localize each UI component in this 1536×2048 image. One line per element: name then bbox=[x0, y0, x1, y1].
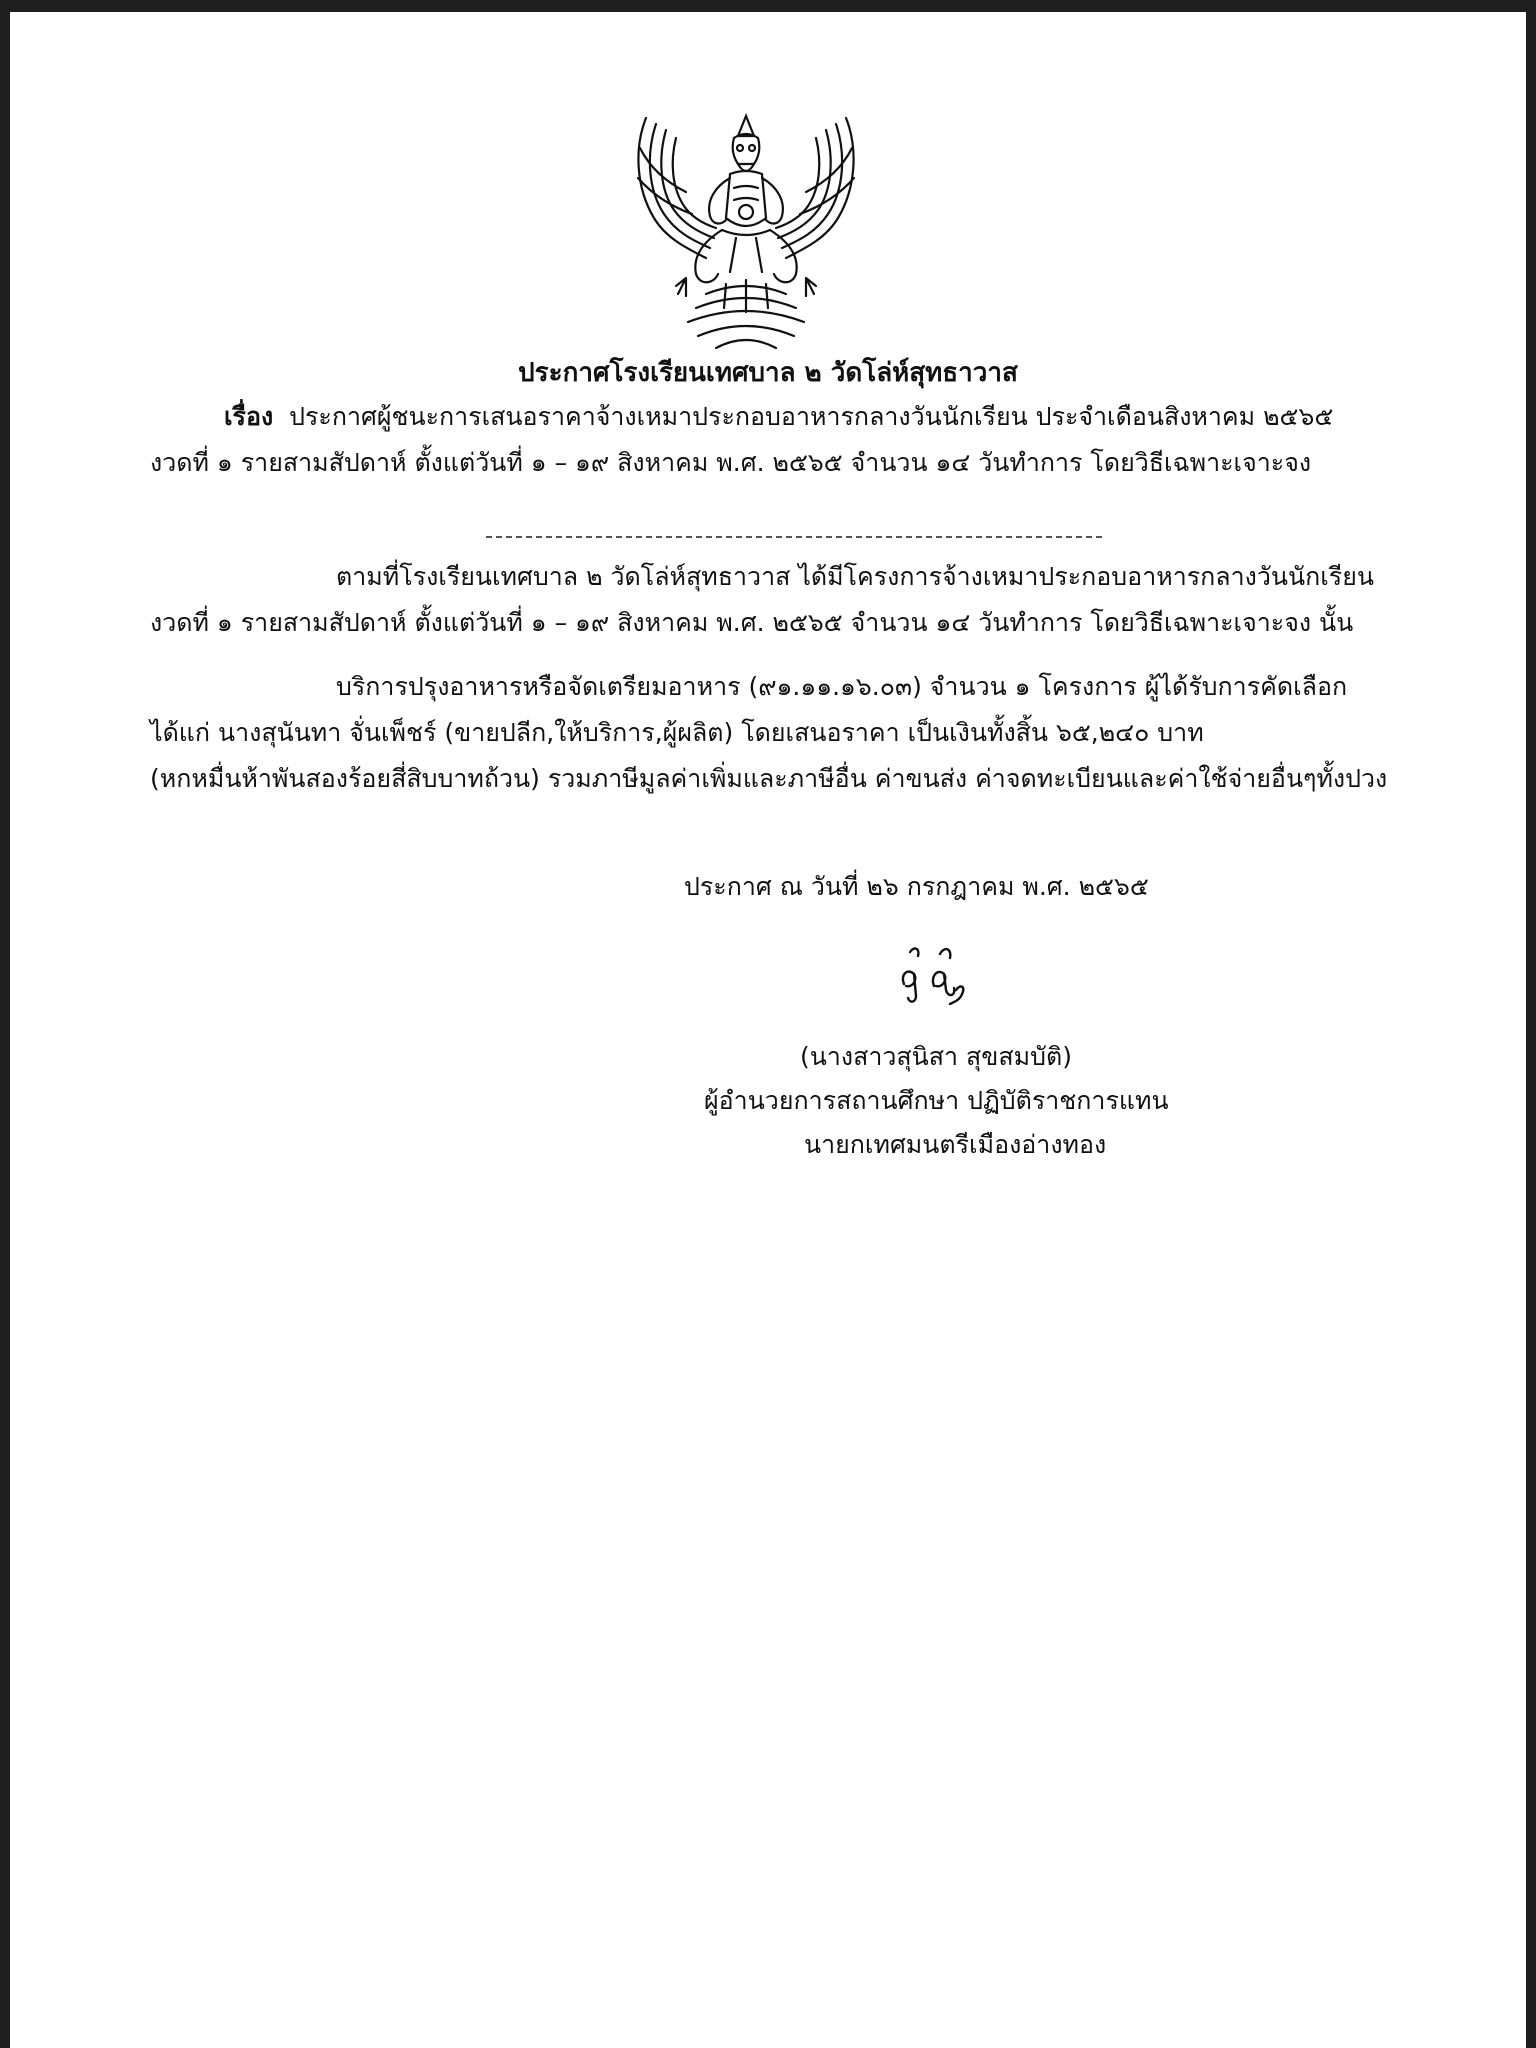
document-title: ประกาศโรงเรียนเทศบาล ๒ วัดโล่ห์สุทธาวาส bbox=[518, 358, 1018, 388]
paragraph-2-line-2: ได้แก่ นางสุนันทา จั่นเพ็ชร์ (ขายปลีก,ให้บริการ,ผู้ผลิต) โดยเสนอราคา เป็นเงินทั้งสิ้น ๖๕,๒๔๐ บาท bbox=[150, 718, 1204, 747]
signer-position: ผู้อำนวยการสถานศึกษา ปฏิบัติราชการแทน bbox=[704, 1086, 1169, 1115]
signer-name: (นางสาวสุนิสา สุขสมบัติ) bbox=[800, 1042, 1072, 1071]
announcement-date: ประกาศ ณ วันที่ ๒๖ กรกฎาคม พ.ศ. ๒๕๖๕ bbox=[684, 872, 1149, 901]
paragraph-1-line-2: งวดที่ ๑ รายสามสัปดาห์ ตั้งแต่วันที่ ๑ – ๑๙ สิงหาคม พ.ศ. ๒๕๖๕ จำนวน ๑๔ วันทำการ โดยวิธีเฉพาะเจาะจง นั้น bbox=[150, 608, 1354, 637]
paragraph-1-line-1: ตามที่โรงเรียนเทศบาล ๒ วัดโล่ห์สุทธาวาส ได้มีโครงการจ้างเหมาประกอบอาหารกลางวันนักเรียน bbox=[336, 562, 1374, 591]
subject-line-2: งวดที่ ๑ รายสามสัปดาห์ ตั้งแต่วันที่ ๑ – ๑๙ สิงหาคม พ.ศ. ๒๕๖๕ จำนวน ๑๔ วันทำการ โดยวิธีเฉพาะเจาะจง bbox=[150, 448, 1312, 477]
handwritten-signature bbox=[890, 938, 990, 1012]
garuda-emblem-icon bbox=[626, 108, 866, 358]
separator-line bbox=[486, 536, 1102, 538]
document-page bbox=[10, 12, 1526, 2048]
paragraph-2-line-3: (หกหมื่นห้าพันสองร้อยสี่สิบบาทถ้วน) รวมภาษีมูลค่าเพิ่มและภาษีอื่น ค่าขนส่ง ค่าจดทะเบียนและค่าใช้จ่ายอื่นๆทั้งปวง bbox=[150, 764, 1388, 793]
subject-line-1 bbox=[224, 400, 1333, 434]
subject-label: เรื่อง bbox=[224, 402, 274, 431]
signer-organization: นายกเทศมนตรีเมืองอ่างทอง bbox=[804, 1130, 1107, 1159]
subject-text: ประกาศผู้ชนะการเสนอราคาจ้างเหมาประกอบอาหารกลางวันนักเรียน ประจำเดือนสิงหาคม ๒๕๖๕ bbox=[289, 402, 1334, 431]
paragraph-2-line-1: บริการปรุงอาหารหรือจัดเตรียมอาหาร (๙๑.๑๑.๑๖.๐๓) จำนวน ๑ โครงการ ผู้ได้รับการคัดเลือก bbox=[336, 672, 1348, 701]
